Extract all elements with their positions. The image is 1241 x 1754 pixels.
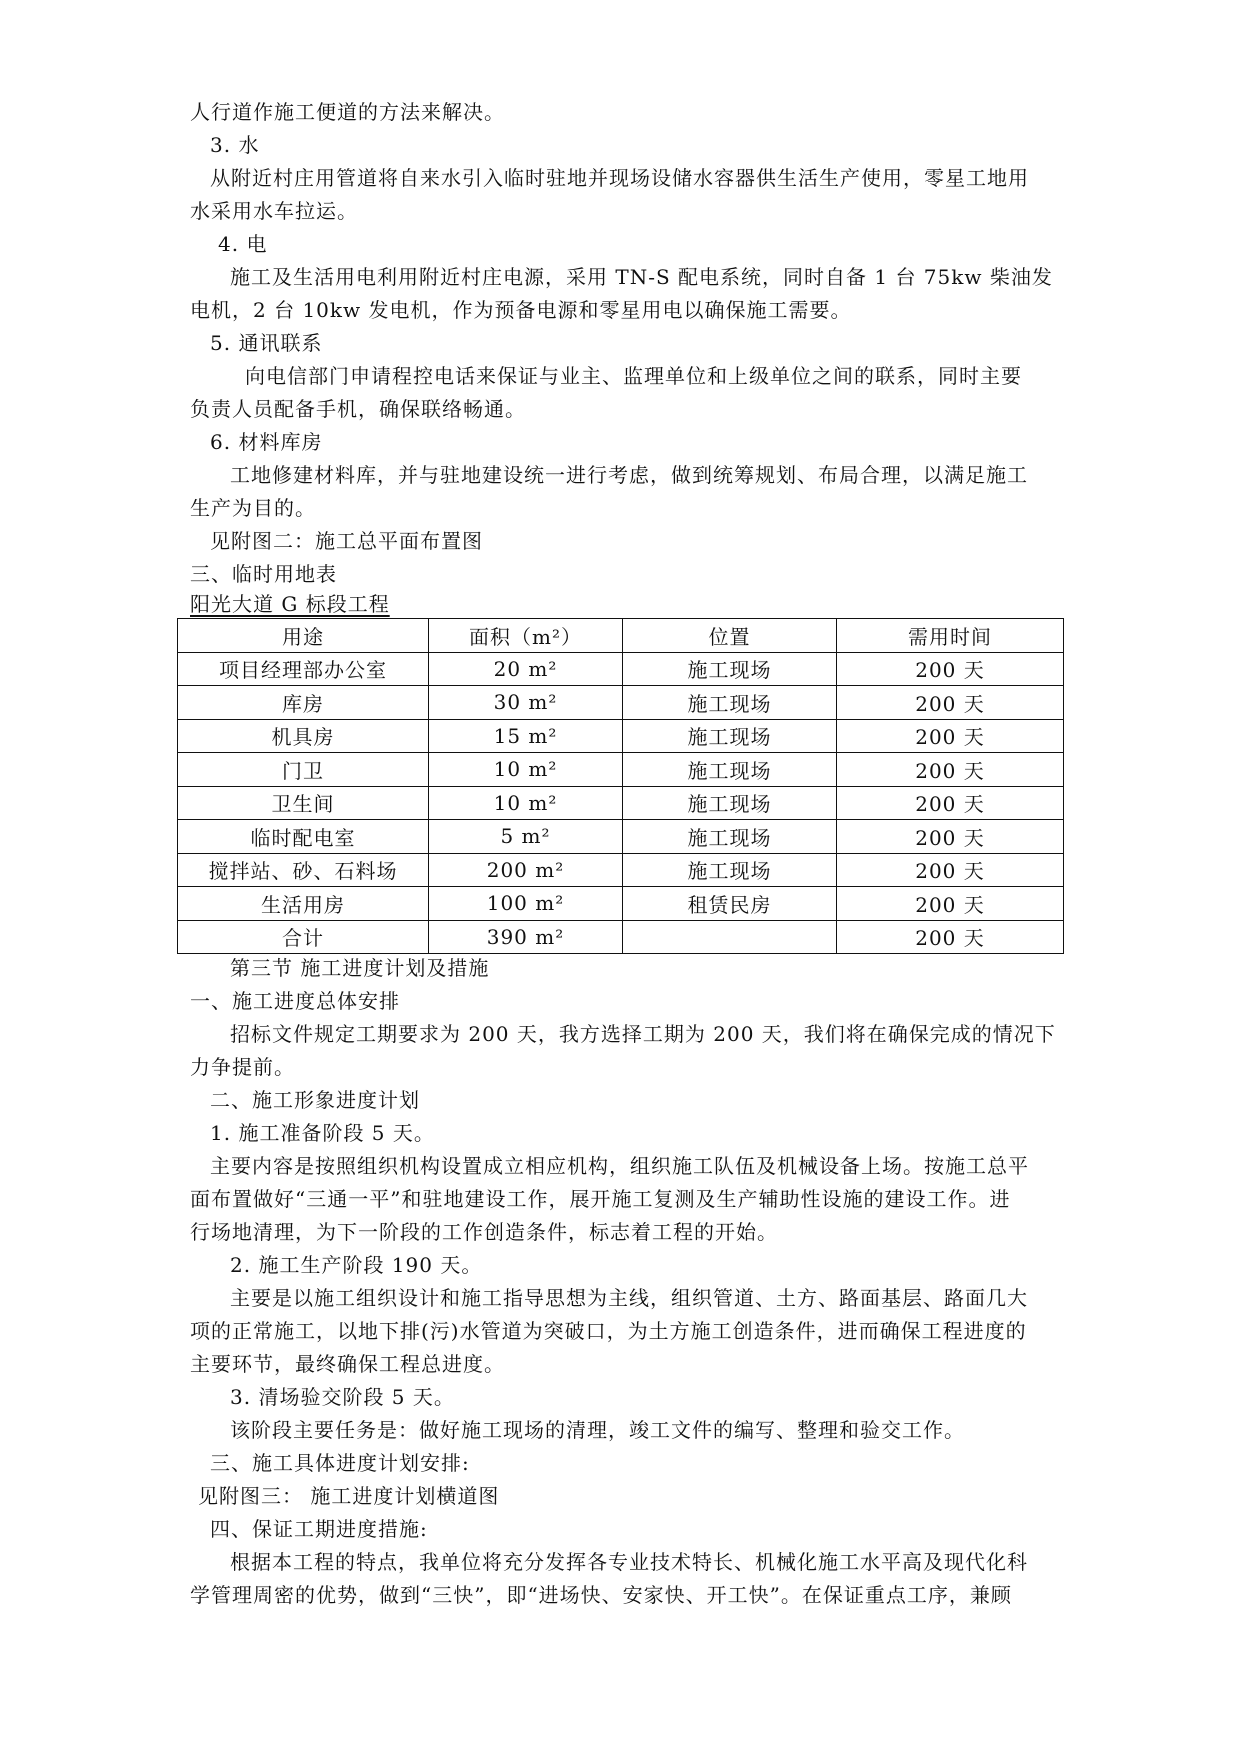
text-line: 招标文件规定工期要求为 200 天，我方选择工期为 200 天，我们将在确保完成的情况下: [230, 1022, 1056, 1046]
table-row: [178, 786, 1064, 820]
table-cell: 200 m²: [429, 853, 623, 887]
table-row: [178, 753, 1064, 787]
text-line: 3. 清场验交阶段 5 天。: [230, 1385, 455, 1409]
table-cell: 临时配电室: [178, 820, 429, 854]
text-line: 工地修建材料库，并与驻地建设统一进行考虑，做到统筹规划、布局合理，以满足施工: [230, 463, 1028, 487]
table-cell: 200 天: [837, 786, 1064, 820]
table-cell: 施工现场: [623, 853, 837, 887]
text-line: 负责人员配备手机，确保联络畅通。: [190, 397, 526, 421]
text-line: 项的正常施工，以地下排(污)水管道为突破口，为土方施工创造条件，进而确保工程进度的: [190, 1319, 1027, 1343]
table-row: [178, 820, 1064, 854]
table-cell: 5 m²: [429, 820, 623, 854]
table-cell: 200 天: [837, 652, 1064, 686]
table-row: [178, 686, 1064, 720]
table-cell: 租赁民房: [623, 887, 837, 921]
text-line: 向电信部门申请程控电话来保证与业主、监理单位和上级单位之间的联系，同时主要: [245, 364, 1022, 388]
table-row: [178, 887, 1064, 921]
table-cell: 200 天: [837, 887, 1064, 921]
table-cell: 门卫: [178, 753, 429, 787]
section-heading: 四、保证工期进度措施:: [210, 1517, 428, 1541]
text-line: 见附图二：施工总平面布置图: [210, 529, 483, 553]
table-cell: 卫生间: [178, 786, 429, 820]
text-line: 该阶段主要任务是：做好施工现场的清理，竣工文件的编写、整理和验交工作。: [230, 1418, 965, 1442]
table-cell: 合计: [178, 920, 429, 954]
section-heading: 第三节 施工进度计划及措施: [230, 956, 490, 980]
text-line: 力争提前。: [190, 1055, 295, 1079]
text-line: 主要环节，最终确保工程总进度。: [190, 1352, 505, 1376]
table-cell: 施工现场: [623, 786, 837, 820]
table-row: [178, 853, 1064, 887]
table-cell: 施工现场: [623, 820, 837, 854]
table-caption: 阳光大道 G 标段工程: [190, 592, 390, 616]
table-row: [178, 652, 1064, 686]
table-cell: 施工现场: [623, 652, 837, 686]
table-cell: 项目经理部办公室: [178, 652, 429, 686]
text-line: 从附近村庄用管道将自来水引入临时驻地并现场设储水容器供生活生产使用，零星工地用: [210, 166, 1029, 190]
land-use-table: [177, 618, 1064, 954]
section-heading: 6. 材料库房: [210, 430, 323, 454]
text-line: 施工及生活用电利用附近村庄电源，采用 TN-S 配电系统，同时自备 1 台 75kw 柴油发: [230, 265, 1053, 289]
table-cell: 200 天: [837, 853, 1064, 887]
table-cell: 施工现场: [623, 686, 837, 720]
table-row: [178, 719, 1064, 753]
table-cell: 30 m²: [429, 686, 623, 720]
table-header-cell: 面积（m²）: [429, 619, 623, 653]
table-header-cell: 用途: [178, 619, 429, 653]
text-line: 面布置做好“三通一平”和驻地建设工作，展开施工复测及生产辅助性设施的建设工作。进: [190, 1187, 1011, 1211]
section-heading: 3. 水: [210, 133, 260, 157]
section-heading: 4. 电: [218, 232, 268, 256]
table-cell: 20 m²: [429, 652, 623, 686]
section-heading: 三、施工具体进度计划安排:: [210, 1451, 470, 1475]
section-heading: 三、临时用地表: [190, 562, 337, 586]
table-header-cell: 位置: [623, 619, 837, 653]
text-line: 学管理周密的优势，做到“三快”，即“进场快、安家快、开工快”。在保证重点工序，兼顾: [190, 1583, 1012, 1607]
section-heading: 5. 通讯联系: [210, 331, 323, 355]
table-cell: 10 m²: [429, 786, 623, 820]
section-heading: 二、施工形象进度计划: [210, 1088, 420, 1112]
table-cell: 200 天: [837, 719, 1064, 753]
text-line: 主要是以施工组织设计和施工指导思想为主线，组织管道、土方、路面基层、路面几大: [230, 1286, 1028, 1310]
text-line: 根据本工程的特点，我单位将充分发挥各专业技术特长、机械化施工水平高及现代化科: [230, 1550, 1028, 1574]
table-cell: 100 m²: [429, 887, 623, 921]
text-line: 见附图三： 施工进度计划横道图: [198, 1484, 500, 1508]
table-cell: 200 天: [837, 820, 1064, 854]
table-cell: 200 天: [837, 753, 1064, 787]
table-cell: 施工现场: [623, 753, 837, 787]
table-cell: 生活用房: [178, 887, 429, 921]
text-line: 电机，2 台 10kw 发电机，作为预备电源和零星用电以确保施工需要。: [190, 298, 852, 322]
table-cell: 390 m²: [429, 920, 623, 954]
table-cell: 施工现场: [623, 719, 837, 753]
table-cell: 搅拌站、砂、石料场: [178, 853, 429, 887]
table-cell: 200 天: [837, 920, 1064, 954]
text-line: 行场地清理，为下一阶段的工作创造条件，标志着工程的开始。: [190, 1220, 778, 1244]
text-line: 1. 施工准备阶段 5 天。: [210, 1121, 435, 1145]
text-line: 水采用水车拉运。: [190, 199, 358, 223]
table-cell: 15 m²: [429, 719, 623, 753]
text-line: 主要内容是按照组织机构设置成立相应机构，组织施工队伍及机械设备上场。按施工总平: [210, 1154, 1029, 1178]
table-total-row: [178, 920, 1064, 954]
table-cell: 200 天: [837, 686, 1064, 720]
section-heading: 一、施工进度总体安排: [190, 989, 400, 1013]
table-cell: 库房: [178, 686, 429, 720]
table-header-row: [178, 619, 1064, 653]
table-cell: [623, 920, 837, 954]
table-header-cell: 需用时间: [837, 619, 1064, 653]
table-cell: 10 m²: [429, 753, 623, 787]
table-cell: 机具房: [178, 719, 429, 753]
text-line: 2. 施工生产阶段 190 天。: [230, 1253, 483, 1277]
text-line: 生产为目的。: [190, 496, 316, 520]
text-line: 人行道作施工便道的方法来解决。: [190, 100, 505, 124]
